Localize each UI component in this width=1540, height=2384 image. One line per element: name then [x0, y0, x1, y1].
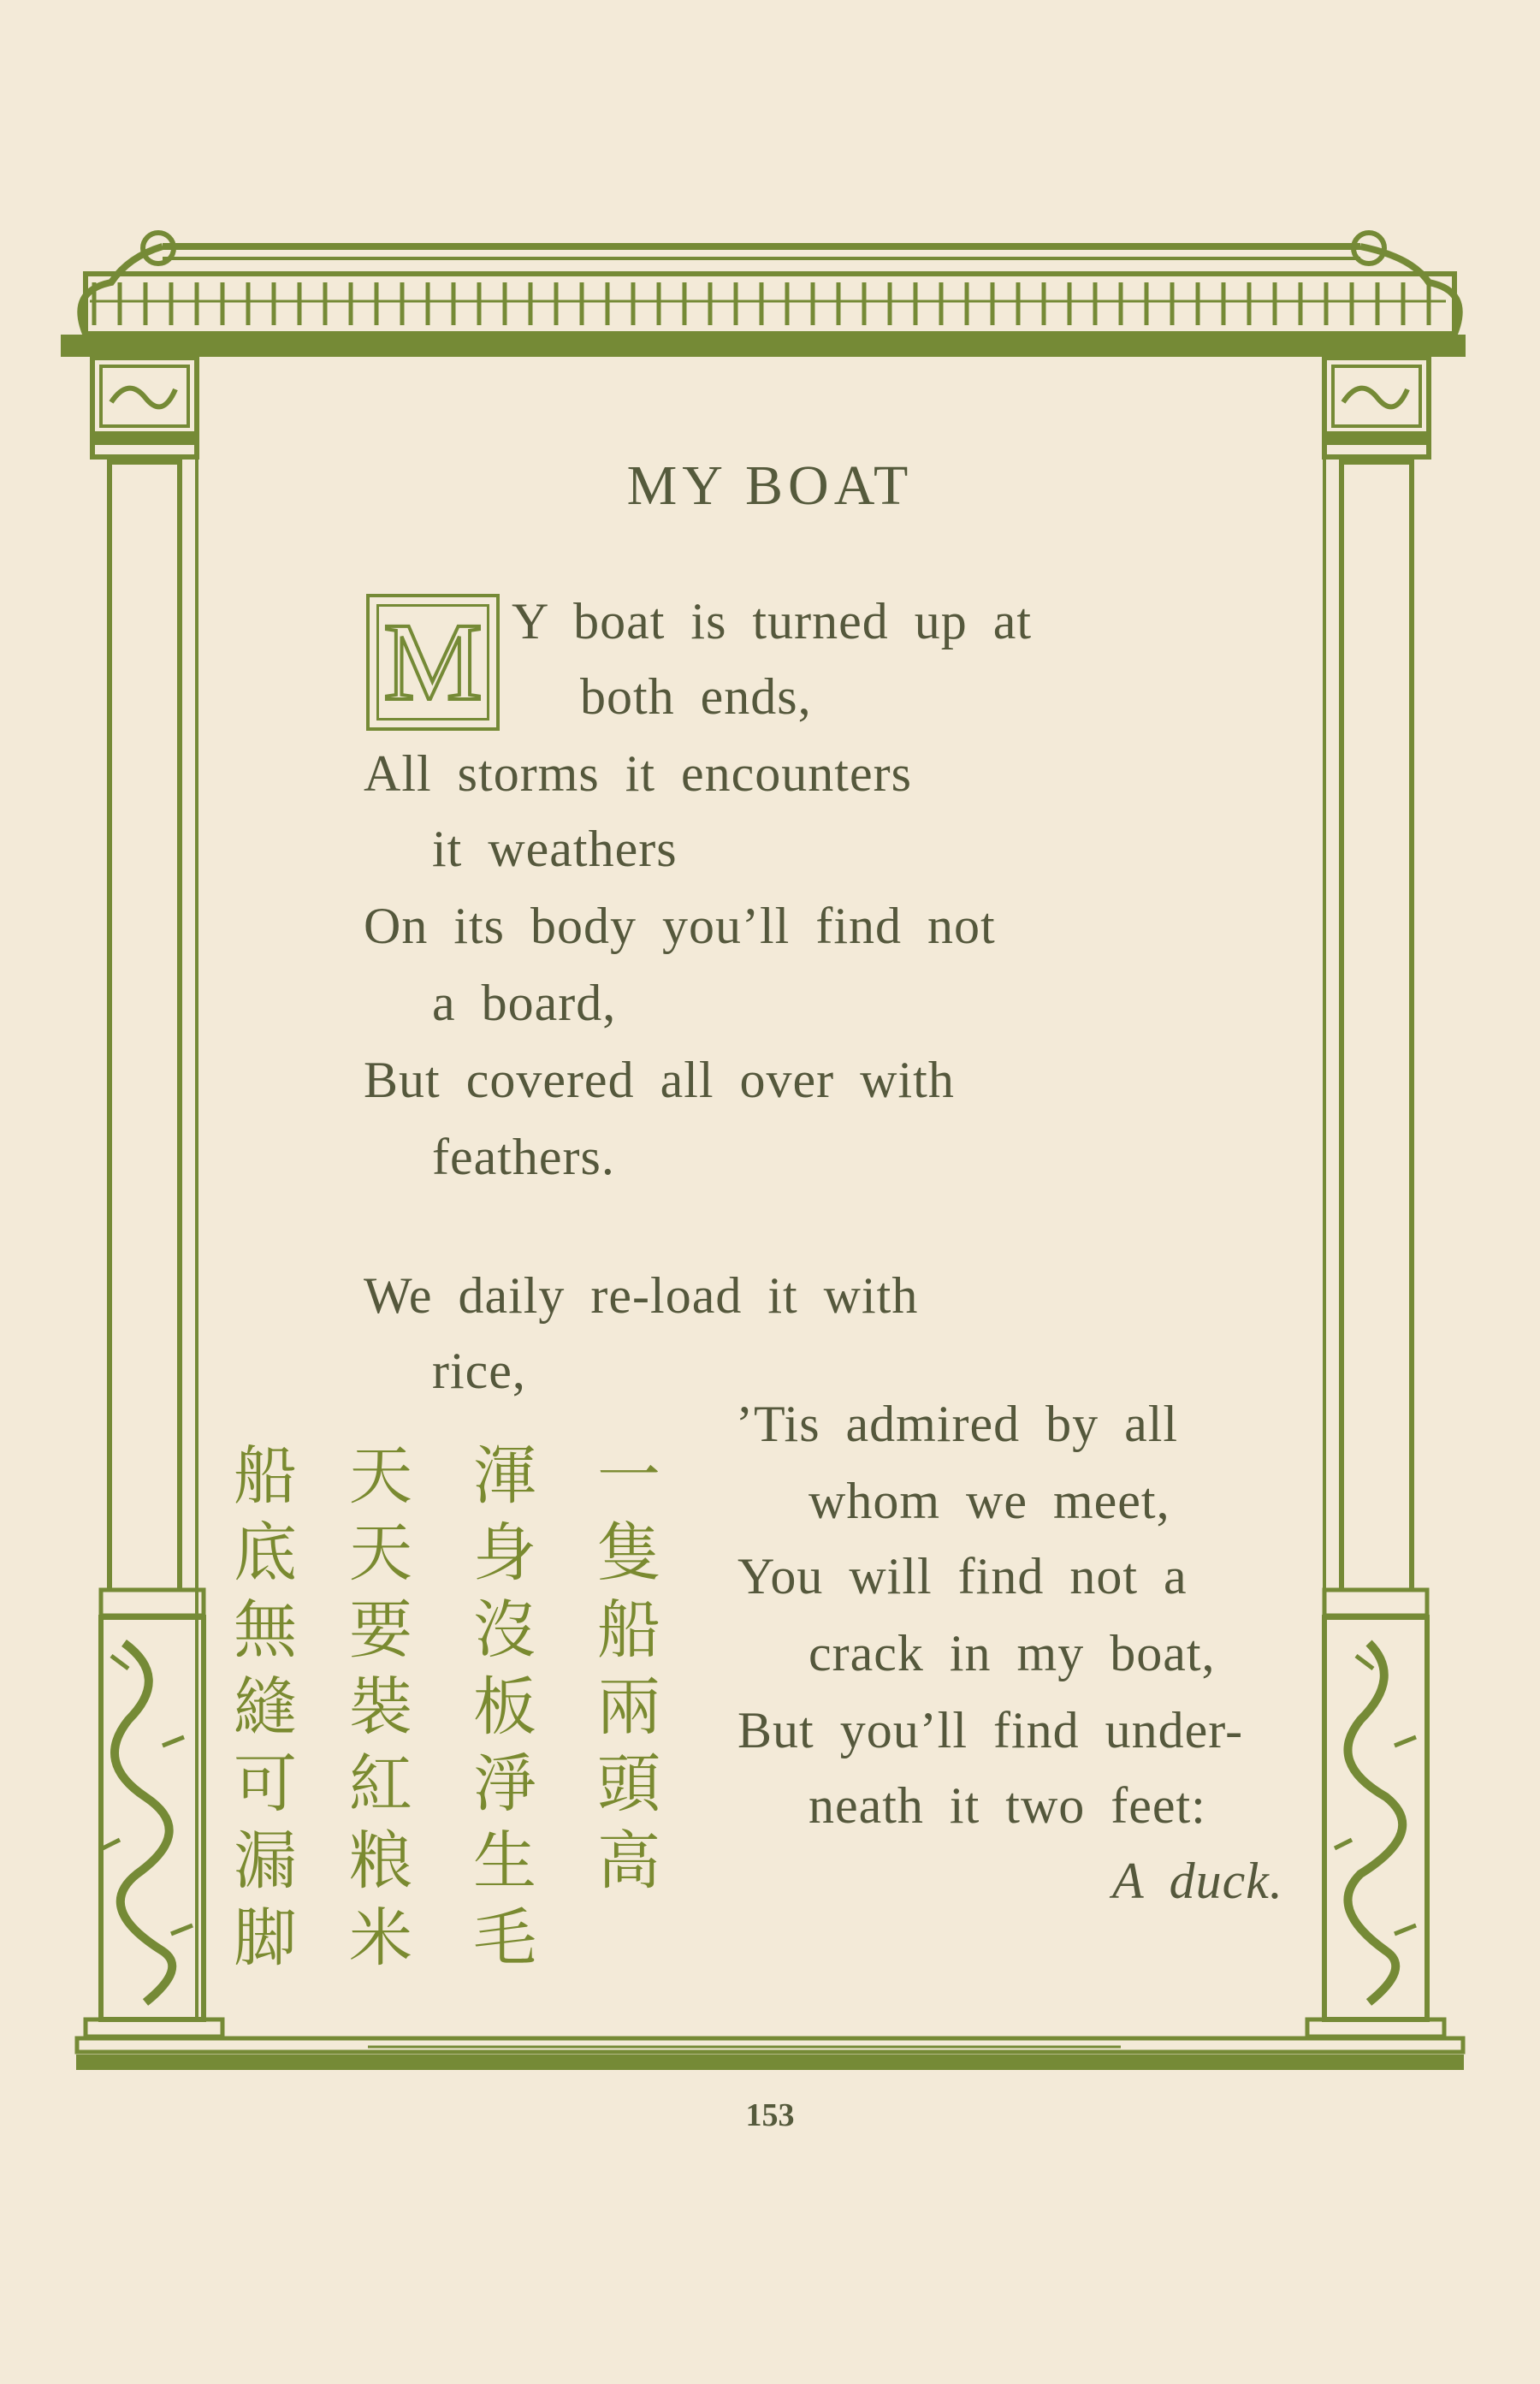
poem-line: You will find not a — [737, 1548, 1188, 1604]
chinese-column: 船底無縫可漏脚 — [234, 1439, 297, 1975]
poem-line: ’Tis admired by all — [736, 1396, 1179, 1452]
page-number: 153 — [745, 2097, 795, 2133]
poem-line: a board, — [432, 975, 617, 1031]
poem-line: We daily re-load it with — [364, 1267, 919, 1324]
poem-line: Y boat is turned up at — [512, 593, 1033, 649]
poem-line: crack in my boat, — [808, 1625, 1216, 1681]
poem-line: But you’ll find under- — [737, 1702, 1244, 1758]
poem-line: rice, — [432, 1343, 526, 1399]
chinese-column: 一隻船兩頭高 — [597, 1439, 660, 1898]
poem-line: whom we meet, — [808, 1473, 1170, 1529]
page-title: MY BOAT — [626, 454, 914, 517]
poem-answer: A duck. — [1112, 1853, 1283, 1909]
drop-cap-letter: M — [376, 604, 489, 721]
poem-line: But covered all over with — [364, 1052, 955, 1108]
poem-line: feathers. — [432, 1129, 615, 1185]
poem-line: it weathers — [432, 821, 678, 877]
poem-line: both ends, — [580, 668, 812, 725]
chinese-column: 渾身沒板淨生毛 — [473, 1439, 536, 1975]
chinese-column: 天天要裝紅粮米 — [349, 1439, 412, 1975]
poem-line: neath it two feet: — [808, 1777, 1206, 1834]
poem-line: All storms it encounters — [364, 745, 912, 802]
drop-cap — [366, 594, 500, 731]
poem-line: On its body you’ll find not — [364, 898, 996, 954]
